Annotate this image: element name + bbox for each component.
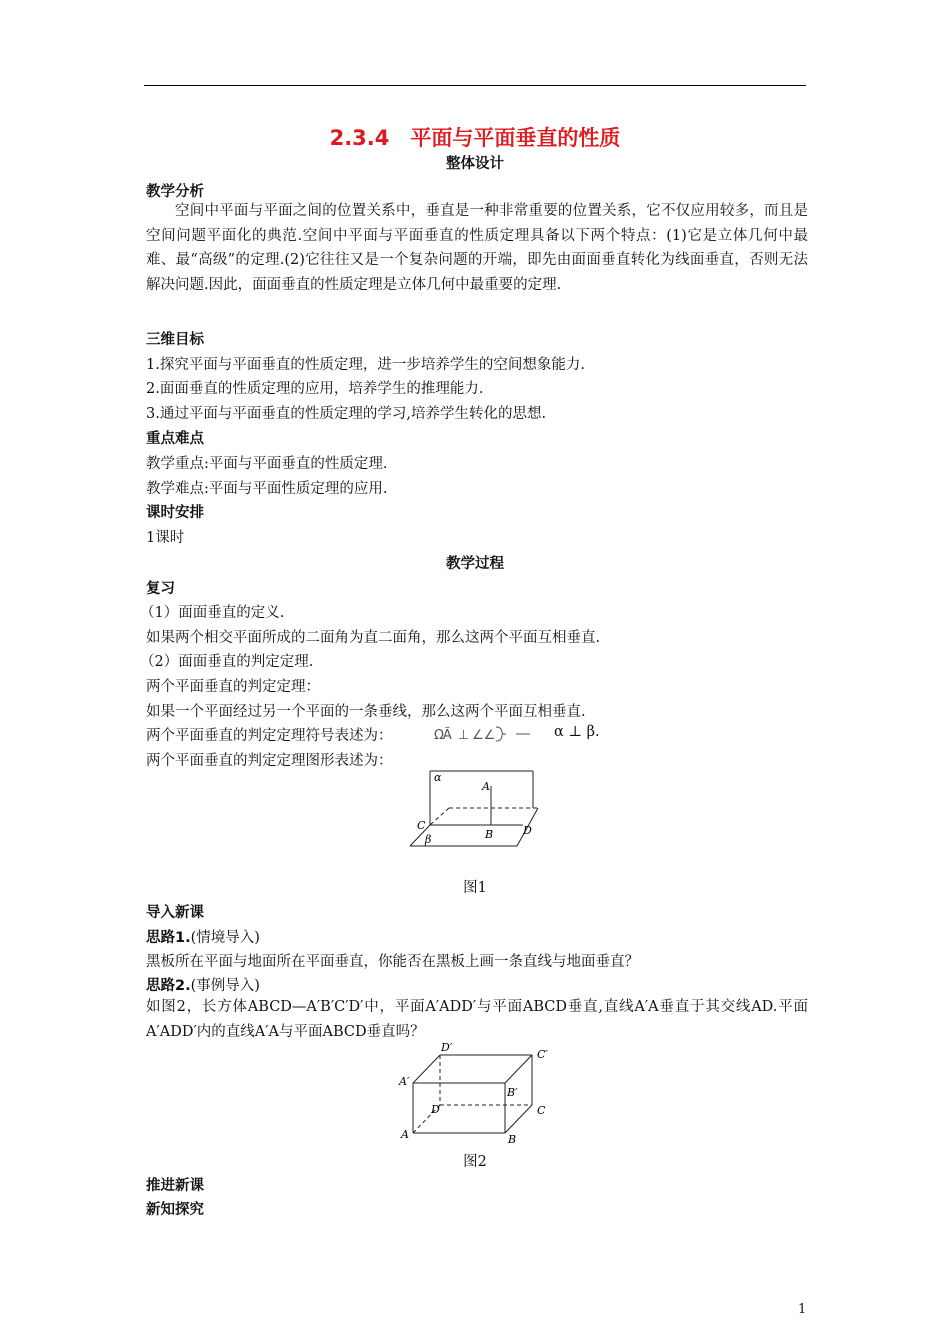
analysis-paragraph: 空间中平面与平面之间的位置关系中，垂直是一种非常重要的位置关系，它不仅应用较多，而且是空间问题平面化的典范.空间中平面与平面垂直的性质定理具备以下两个特点：(1)它是立体几何中最难、最“高级”的定理.(2)它往往又是一个复杂问题的开端，即先由面面垂直转化为线面垂直，否则无法解决问题.因此，面面垂直的性质定理是立体几何中最重要的定理.: [146, 203, 808, 293]
label-A: A: [482, 780, 490, 793]
review-line: 两个平面垂直的判定定理符号表述为：: [146, 728, 393, 744]
label-alpha: α: [434, 771, 442, 784]
label-A1: A′: [399, 1075, 410, 1088]
idea-2-line: [146, 974, 260, 995]
figure-1: [405, 767, 545, 852]
svg-text:ΩÃ: ΩÃ: [434, 728, 451, 743]
figure-2-caption: 图2: [463, 1154, 487, 1170]
svg-text:⊥: ⊥: [458, 728, 470, 743]
header-rule: [144, 85, 806, 86]
label-B1: B′: [507, 1086, 518, 1099]
svg-text:∠∠: ∠∠: [472, 728, 496, 743]
beta-left-hidden-edge: [430, 808, 449, 825]
goal-item: 2.面面垂直的性质定理的应用，培养学生的推理能力.: [146, 381, 484, 397]
idea-2-text: 如图2，长方体ABCD—A′B′C′D′中，平面A′ADD′与平面ABCD垂直,直线A′A垂直于其交线AD.平面A′ADD′内的直线A′A与平面ABCD垂直吗？: [146, 999, 808, 1040]
review-line: （1）面面垂直的定义.: [140, 605, 285, 621]
page-number: 1: [798, 1302, 807, 1317]
symbolic-result: α ⊥ β.: [554, 724, 600, 740]
heading-goals: 三维目标: [146, 332, 204, 348]
idea-2-note: (事例导入): [190, 978, 260, 994]
figure-1-caption: 图1: [463, 880, 487, 896]
heading-review: 复习: [146, 581, 175, 597]
key-point: 教学重点:平面与平面垂直的性质定理.: [146, 456, 388, 472]
heading-intro: 导入新课: [146, 905, 204, 921]
edge-BC: [505, 1105, 532, 1133]
label-D: D: [431, 1103, 440, 1116]
review-line: 如果两个相交平面所成的二面角为直二面角，那么这两个平面互相垂直.: [146, 630, 601, 646]
heading-advance: 推进新课: [146, 1178, 204, 1194]
goal-item: 1.探究平面与平面垂直的性质定理，进一步培养学生的空间想象能力.: [146, 357, 585, 373]
idea-1-line: [146, 926, 260, 947]
label-D: D: [523, 824, 532, 837]
idea-1-note: (情境导入): [190, 930, 260, 946]
figure-2: [398, 1040, 558, 1148]
edge-B1C1: [505, 1055, 532, 1083]
idea-2-label: 思路2.: [146, 978, 191, 994]
review-line: 如果一个平面经过另一个平面的一条垂线，那么这两个平面互相垂直.: [146, 704, 586, 720]
label-B: B: [485, 828, 494, 841]
heading-process: 教学过程: [446, 556, 504, 572]
idea-1-label: 思路1.: [146, 930, 191, 946]
key-point: 教学难点:平面与平面性质定理的应用.: [146, 481, 388, 497]
heading-explore: 新知探究: [146, 1202, 204, 1218]
edge-A1D1: [413, 1055, 440, 1083]
label-beta: β: [425, 833, 432, 846]
heading-schedule: 课时安排: [146, 505, 204, 521]
review-line: 两个平面垂直的判定定理：: [146, 679, 320, 695]
label-C: C: [537, 1104, 546, 1117]
review-line: （2）面面垂直的判定定理.: [140, 654, 314, 670]
idea-1-text: 黑板所在平面与地面所在平面垂直，你能否在黑板上画一条直线与地面垂直？: [146, 954, 639, 970]
page-subtitle: 整体设计: [446, 156, 504, 172]
formula-image-icon: [432, 724, 542, 744]
heading-key-points: 重点难点: [146, 431, 204, 447]
label-A: A: [401, 1128, 409, 1141]
heading-analysis: 教学分析: [146, 184, 204, 200]
symbolic-formula: [432, 724, 542, 748]
review-line: 两个平面垂直的判定定理图形表述为：: [146, 753, 393, 769]
schedule-text: 1课时: [146, 530, 185, 546]
label-C1: C′: [537, 1048, 548, 1061]
label-D1: D′: [441, 1041, 453, 1054]
label-B: B: [508, 1133, 517, 1146]
label-C: C: [417, 819, 426, 832]
goal-item: 3.通过平面与平面垂直的性质定理的学习,培养学生转化的思想.: [146, 406, 547, 422]
page-title: 2.3.4 平面与平面垂直的性质: [329, 126, 621, 150]
